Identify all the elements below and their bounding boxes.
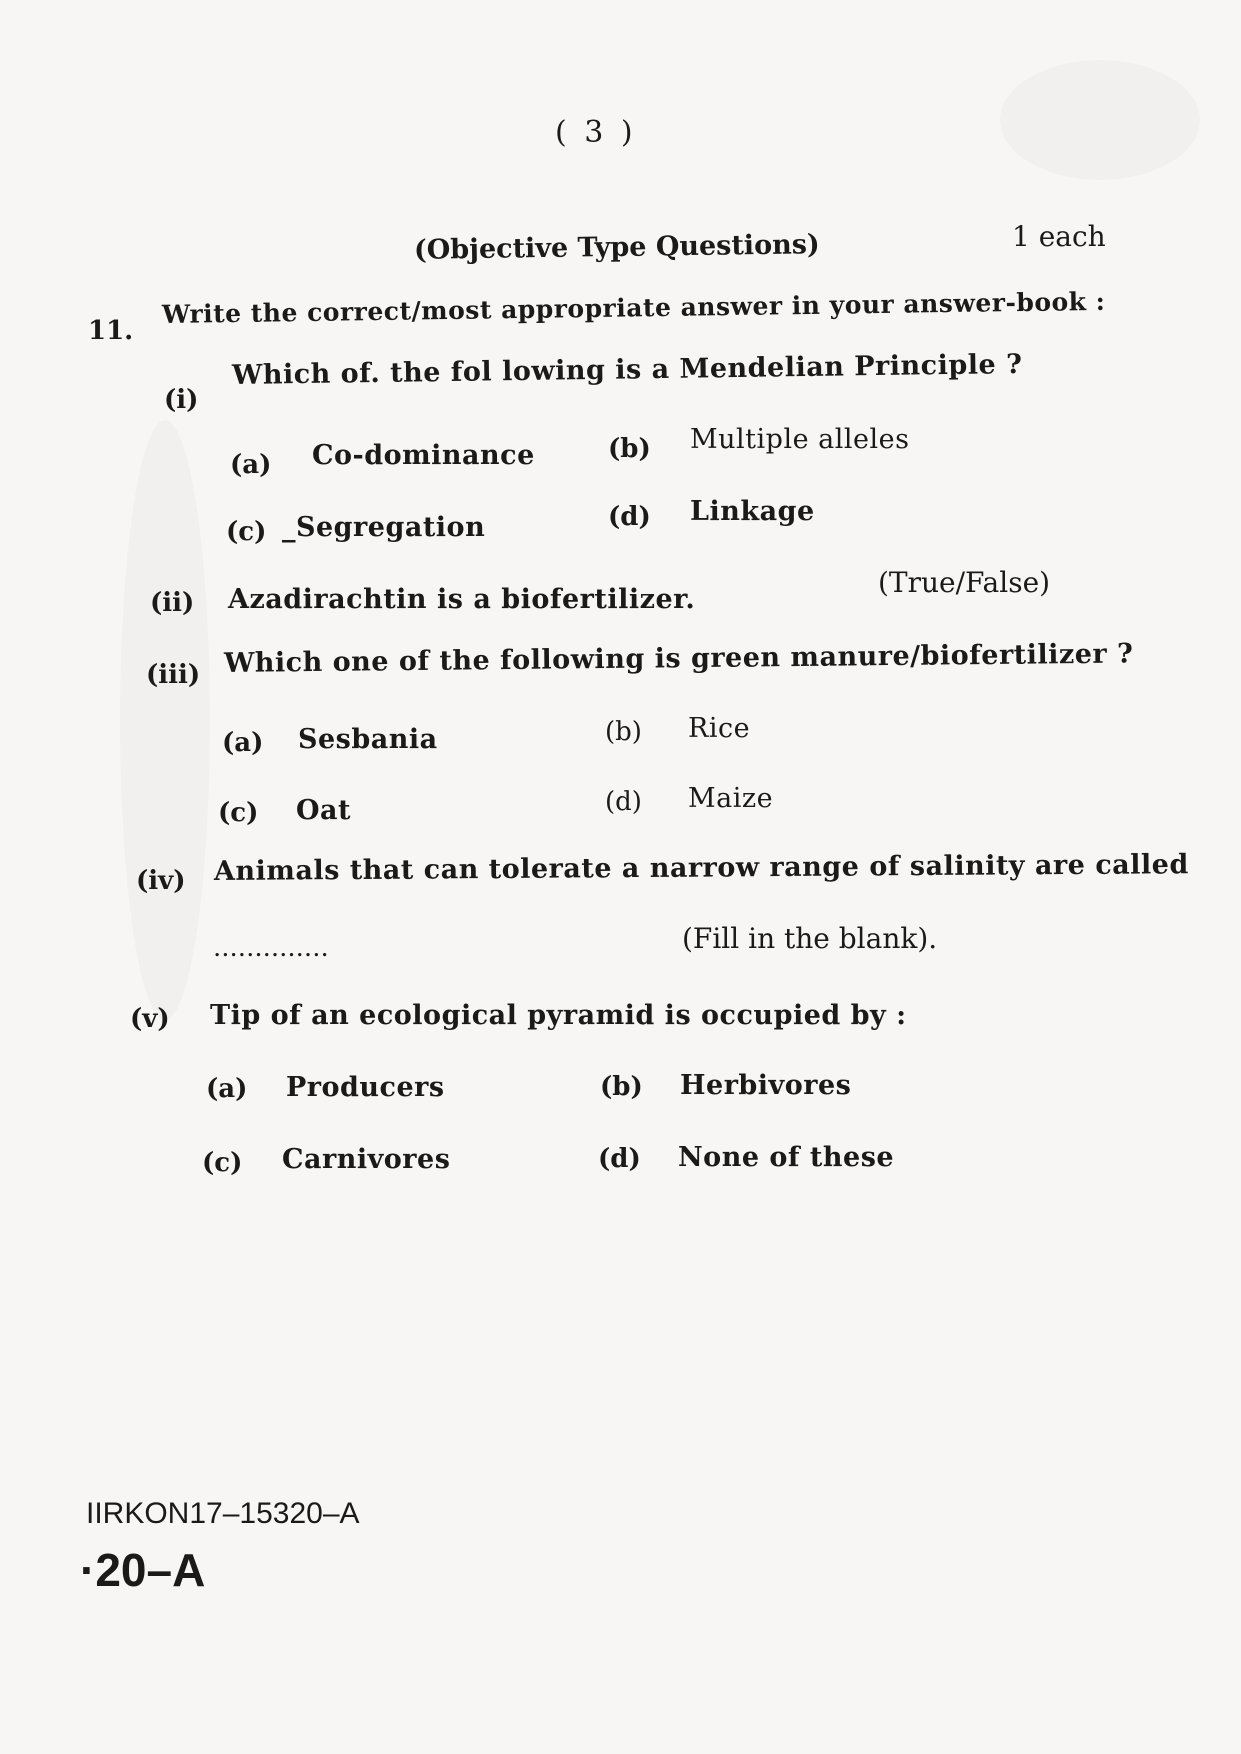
- option-label: (d): [605, 787, 642, 817]
- item-text: Which one of the following is green manure/biofertilizer ?: [223, 638, 1134, 679]
- option-label: (b): [608, 434, 651, 464]
- question-instruction: Write the correct/most appropriate answer in your answer-book :: [161, 286, 1106, 329]
- option-text: Sesbania: [298, 724, 438, 755]
- item-text: Which of. the fol lowing is a Mendelian Principle ?: [231, 348, 1023, 391]
- item-number: (i): [164, 385, 199, 415]
- option-text: Oat: [296, 795, 351, 826]
- item-hint: (True/False): [878, 566, 1051, 599]
- option-text: Maize: [688, 783, 774, 814]
- option-label: (a): [222, 728, 264, 758]
- option-text: None of these: [678, 1142, 895, 1173]
- scan-smudge: [1000, 60, 1200, 180]
- option-label: (b): [600, 1072, 643, 1102]
- option-text: Linkage: [690, 496, 815, 527]
- option-label: (d): [598, 1144, 641, 1174]
- item-hint: (Fill in the blank).: [682, 922, 938, 955]
- question-number: 11.: [88, 316, 134, 346]
- fill-blank: ..............: [214, 940, 330, 961]
- item-number: (v): [130, 1004, 170, 1034]
- option-text: Producers: [286, 1072, 445, 1103]
- option-label: (c): [202, 1148, 243, 1178]
- option-label: (c): [218, 798, 259, 828]
- item-number: (iv): [136, 866, 186, 896]
- page-number: ( 3 ): [555, 115, 637, 150]
- option-label: (c): [226, 517, 267, 547]
- option-text: Multiple alleles: [690, 424, 910, 455]
- scan-smudge: [120, 420, 210, 1020]
- item-number: (ii): [150, 588, 195, 618]
- paper-short-code: ·20–A: [80, 1544, 206, 1596]
- paper-code: IIRKON17–15320–A: [86, 1497, 360, 1530]
- option-text: Carnivores: [282, 1144, 451, 1175]
- option-text: Rice: [688, 713, 751, 744]
- option-text: Herbivores: [680, 1070, 852, 1101]
- item-number: (iii): [146, 660, 201, 690]
- option-label: (a): [230, 450, 272, 480]
- option-label: (d): [608, 502, 651, 532]
- option-text: _Segregation: [282, 512, 486, 543]
- option-label: (b): [605, 717, 642, 747]
- section-title: (Objective Type Questions): [413, 229, 820, 266]
- option-label: (a): [206, 1074, 248, 1104]
- item-text: Tip of an ecological pyramid is occupied by :: [210, 1000, 907, 1031]
- item-text: Animals that can tolerate a narrow range of salinity are called: [213, 849, 1189, 887]
- marks-label: 1 each: [1012, 220, 1106, 253]
- option-text: Co-dominance: [312, 440, 535, 471]
- item-text: Azadirachtin is a biofertilizer.: [228, 584, 696, 615]
